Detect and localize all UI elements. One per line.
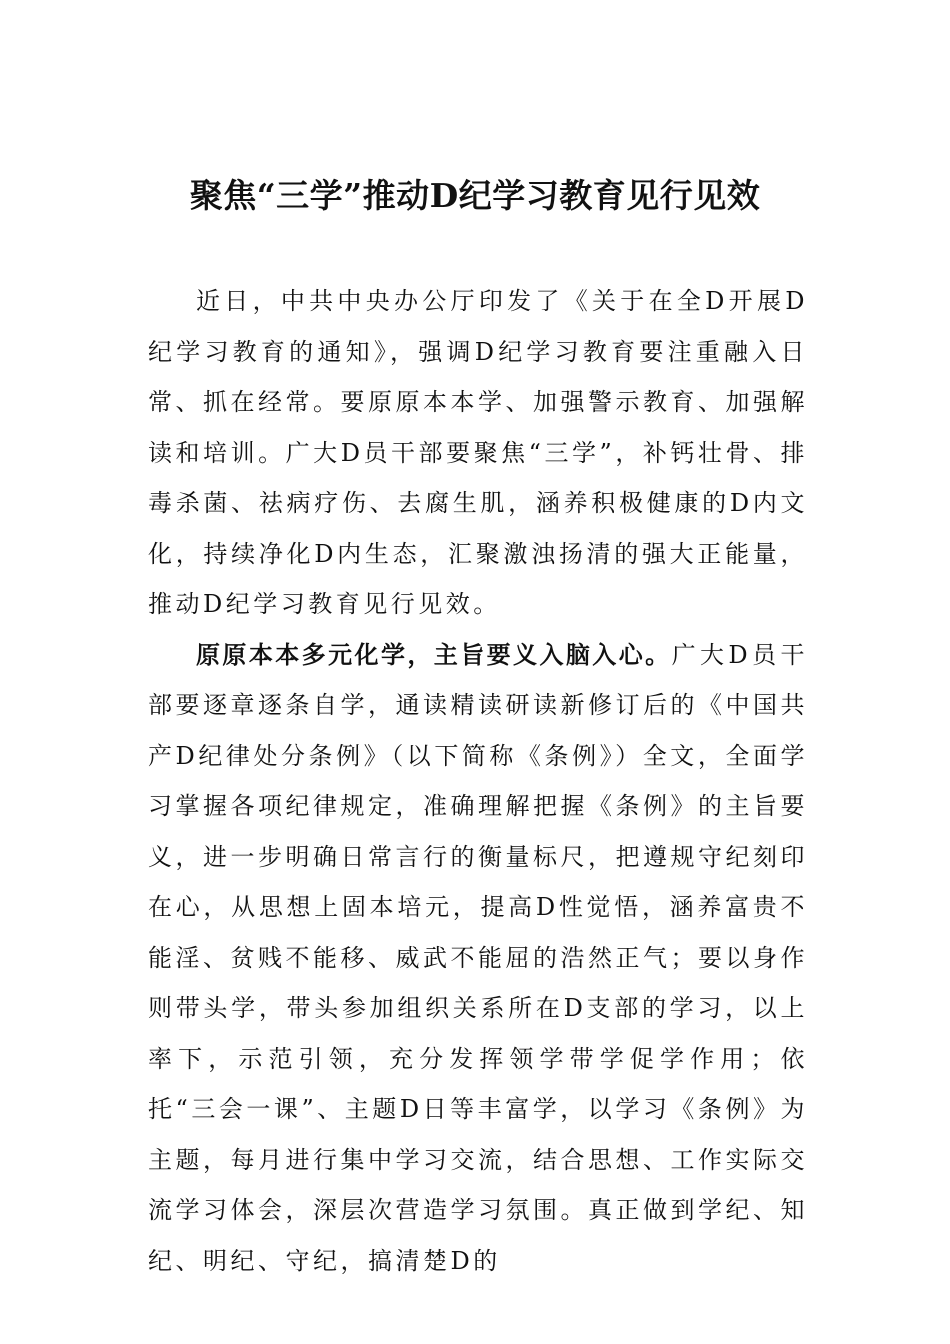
paragraph-section-1 (148, 630, 808, 1287)
document-body (148, 276, 808, 1286)
document-title: 聚焦“三学”推动D纪学习教育见行见效 (189, 176, 761, 215)
paragraph-section-1-text: 广大D员干部要逐章逐条自学，通读精读研读新修订后的《中国共产D纪律处分条例》（以下简称《条例》）全文，全面学习掌握各项纪律规定，准确理解把握《条例》的主旨要义，进一步明确日常言行的衡量标尺，把遵规守纪刻印在心，从思想上固本培元，提高D性觉悟，涵养富贵不能淫、贫贱不能移、威武不能屈的浩然正气；要以身作则带头学，带头参加组织关系所在D支部的学习，以上率下，示范引领，充分发挥领学带学促学作用；依托“三会一课”、主题D日等丰富学，以学习《条例》为主题，每月进行集中学习交流，结合思想、工作实际交流学习体会，深层次营造学习氛围。真正做到学纪、知纪、明纪、守纪，搞清楚D的 (148, 640, 809, 1275)
paragraph-intro-text: 近日，中共中央办公厅印发了《关于在全D开展D纪学习教育的通知》，强调D纪学习教育要注重融入日常、抓在经常。要原原本本学、加强警示教育、加强解读和培训。广大D员干部要聚焦“三学”，补钙壮骨、排毒杀菌、祛病疗伤、去腐生肌，涵养积极健康的D内文化，持续净化D内生态，汇聚激浊扬清的强大正能量，推动D纪学习教育见行见效。 (148, 287, 808, 618)
paragraph-intro (148, 276, 808, 630)
paragraph-section-1-heading: 原原本本多元化学，主旨要义入脑入心。 (196, 640, 672, 669)
